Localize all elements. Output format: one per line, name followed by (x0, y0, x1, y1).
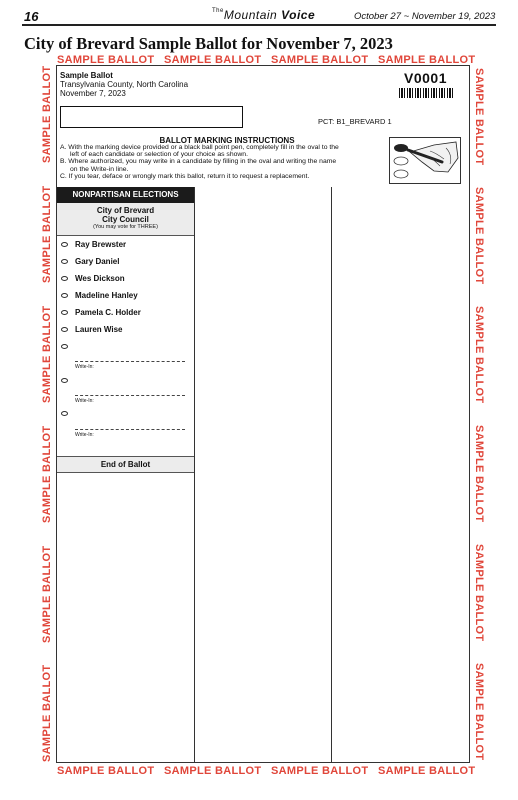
watermark-bottom-3: SAMPLE BALLOT (271, 765, 369, 777)
write-in-oval-1[interactable] (61, 344, 68, 349)
candidate-row[interactable] (61, 240, 126, 249)
write-in-line-3[interactable] (75, 429, 185, 430)
ballot-header-info (60, 71, 188, 98)
candidate-row[interactable] (61, 257, 119, 266)
vote-oval[interactable] (61, 327, 68, 332)
watermark-left-1: SAMPLE BALLOT (41, 65, 53, 163)
write-in-line-1[interactable] (75, 361, 185, 362)
instruction-a: A. With the marking device provided or a black ball point pen, completely fill in the oval to the (60, 144, 339, 151)
issue-dates: October 27 ~ November 19, 2023 (354, 11, 496, 22)
watermark-top-2: SAMPLE BALLOT (164, 54, 262, 66)
watermark-top-3: SAMPLE BALLOT (271, 54, 369, 66)
watermark-left-5: SAMPLE BALLOT (41, 545, 53, 643)
instruction-c: C. If you tear, deface or wrongly mark this ballot, return it to request a replacement. (60, 172, 310, 180)
barcode-icon (399, 88, 455, 98)
watermark-left-3: SAMPLE BALLOT (41, 305, 53, 403)
end-of-ballot: End of Ballot (57, 456, 194, 473)
write-in-line-2[interactable] (75, 395, 185, 396)
candidate-row[interactable] (61, 325, 123, 334)
masthead-the: The (212, 8, 224, 14)
column-divider-2 (331, 187, 332, 763)
page-title: City of Brevard Sample Ballot for November 7, 2023 (24, 34, 393, 53)
masthead-voice: Voice (281, 8, 316, 22)
write-in-label-2: Write-In: (75, 398, 94, 404)
watermark-right-1: SAMPLE BALLOT (473, 68, 485, 166)
vote-oval[interactable] (61, 259, 68, 264)
header-rule (22, 24, 496, 26)
candidate-name: Madeline Hanley (75, 291, 138, 300)
write-in-label-3: Write-In: (75, 432, 94, 438)
watermark-right-3: SAMPLE BALLOT (473, 306, 485, 404)
vote-oval[interactable] (61, 276, 68, 281)
ballot-header-line-3: November 7, 2023 (60, 89, 126, 98)
vote-oval[interactable] (61, 242, 68, 247)
masthead-logo (212, 8, 315, 22)
pen-hand-illustration-icon (389, 137, 461, 184)
watermark-top-4: SAMPLE BALLOT (378, 54, 476, 66)
write-in-oval-2[interactable] (61, 378, 68, 383)
candidate-name: Ray Brewster (75, 240, 127, 249)
watermark-bottom-1: SAMPLE BALLOT (57, 765, 155, 777)
candidate-name: Pamela C. Holder (75, 308, 141, 317)
instruction-b: B. Where authorized, you may write in a candidate by filling in the oval and writing the name (60, 158, 337, 166)
candidate-row[interactable] (61, 308, 141, 317)
candidate-name: Wes Dickson (75, 274, 125, 283)
instructions-text (60, 144, 390, 180)
page-number: 16 (24, 9, 39, 24)
candidate-row[interactable] (61, 291, 138, 300)
watermark-bottom-4: SAMPLE BALLOT (378, 765, 476, 777)
masthead-mountain: Mountain (223, 8, 278, 22)
ballot-header-line-1: Sample Ballot (60, 71, 113, 80)
write-in-label-1: Write-In: (75, 364, 94, 370)
watermark-right-5: SAMPLE BALLOT (473, 544, 485, 642)
ballot-header-line-2: Transylvania County, North Carolina (60, 80, 189, 89)
contest-header (57, 203, 194, 236)
write-in-oval-3[interactable] (61, 411, 68, 416)
contest-title-2: City Council (102, 215, 149, 224)
column-divider-1 (194, 187, 195, 763)
watermark-right-2: SAMPLE BALLOT (473, 187, 485, 285)
watermark-right-4: SAMPLE BALLOT (473, 425, 485, 523)
contest-title-1: City of Brevard (96, 206, 155, 215)
watermark-left-6: SAMPLE BALLOT (41, 664, 53, 762)
ballot-name-box (60, 106, 243, 128)
candidate-name: Lauren Wise (75, 325, 123, 334)
vote-oval[interactable] (61, 293, 68, 298)
vote-oval[interactable] (61, 310, 68, 315)
section-header: NONPARTISAN ELECTIONS (57, 187, 194, 203)
precinct-label: PCT: B1_BREVARD 1 (318, 117, 392, 126)
watermark-bottom-2: SAMPLE BALLOT (164, 765, 262, 777)
watermark-left-2: SAMPLE BALLOT (41, 185, 53, 283)
instruction-b-cont: on the Write-in line. (70, 165, 129, 173)
watermark-right-6: SAMPLE BALLOT (473, 663, 485, 761)
instructions-title: BALLOT MARKING INSTRUCTIONS (159, 136, 295, 145)
watermark-top-1: SAMPLE BALLOT (57, 54, 155, 66)
watermark-left-4: SAMPLE BALLOT (41, 425, 53, 523)
candidate-name: Gary Daniel (75, 257, 120, 266)
instruction-a-cont: left of each candidate or selection of your choice as shown. (70, 151, 248, 159)
candidate-row[interactable] (61, 274, 125, 283)
ballot-id: V0001 (404, 70, 447, 86)
contest-subtitle: (You may vote for THREE) (93, 224, 158, 230)
